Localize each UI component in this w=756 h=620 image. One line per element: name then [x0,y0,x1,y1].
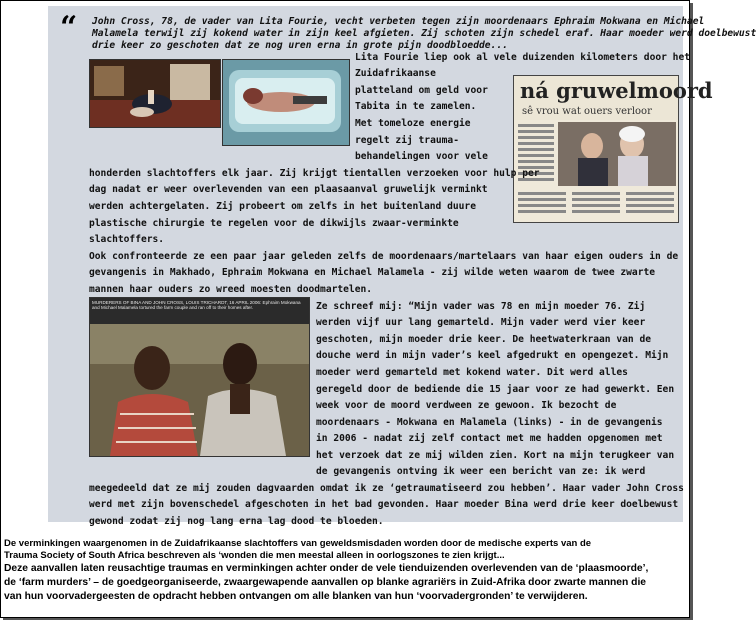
newspaper-subhead: sê vrou wat ouers verloor [522,106,652,117]
body-line: mannen haar ouders zo wreed moesten doodmartelen. [89,284,373,295]
newspaper-headline: ná gruwelmoord [520,78,713,103]
footer-paragraph-line: van hun voorvadergeesten de opdracht hebben ontvangen om alle blanken van hun ‘voorvadergronden’ te verwijderen. [4,591,588,602]
crime-scene-photo [89,59,221,128]
quote-line: de gevangenis ontving ik weer een bericht van ze: ik werd [316,466,646,477]
bathtub-photo [222,59,350,146]
quote-line: werden vijf uur lang gemarteld. Mijn vader werd vier keer [316,317,646,328]
body-line: plastische chirurgie te regelen voor de dikwijls zwaar-verminkte [89,218,459,229]
footer-line: De verminkingen waargenomen in de Zuidafrikaanse slachtoffers van geweldsmisdaden worden door de medische experts van de [4,538,592,549]
quote-line: douche werd in mijn vader’s keel afgedrukt en opengezet. Mijn [316,350,669,361]
body-line: gevangenis in Makhado, Ephraim Mokwana en Michael Malamela - zij wilde weten waarom de twee zwarte [89,267,656,278]
intro-line: drie keer zo geschoten dat ze nog uren erna in grote pijn doodbloedde... [92,40,508,51]
intro-line: Malamela terwijl zij kokend water in zijn keel afgieten. Zij schoten zijn schedel eraf. Haar moeder werd doelbewust [92,28,756,39]
side-line: Zuidafrikaanse [355,68,436,79]
body-line: slachtoffers. [89,234,165,245]
footer-line: Trauma Society of South Africa beschreven als ‘wonden die men meestal alleen in oorlogszones te zien krijgt... [4,550,505,561]
quote-mark-icon: “ [60,10,78,45]
side-line: behandelingen voor vele [355,151,488,162]
quote-line: in 2006 - nadat zij zelf contact met me hadden opgenomen met [316,433,663,444]
footer-paragraph-line: Deze aanvallen laten reusachtige traumas en verminkingen achter onder de vele tienduizenden overlevenden van de ‘plaasmoorde’, [4,563,649,574]
side-line: Tabita in te zamelen. [355,101,477,112]
body-line: dag nadat er weer overlevenden van een plaasaanval gruwelijk verminkt [89,184,488,195]
quote-line: Ze schreef mij: “Mijn vader was 78 en mijn moeder 76. Zij [316,301,646,312]
body-line: Ook confronteerde ze een paar jaar geleden zelfs de moordenaars/martelaars van haar eigen ouders in de [89,251,679,262]
quote-line: moeder werd gemarteld met kokend water. Dit werd alles [316,367,628,378]
photo-caption: MURDERERS OF BINA AND JOHN CROSS, LOUIS TRICHARDT, 16 APRIL 2006: Ephraim Mokwana and Michael Malamela tortured the farm couple and ran off to their homes after. [90,298,309,324]
body-line: honderden slachtoffers elk jaar. Zij krijgt tientallen verzoeken voor hulp per [89,168,540,179]
quote-line: geschoten, mijn moeder drie keer. De heetwaterkraan van de [316,334,652,345]
quote-line: week voor de moord verdween ze gewoon. Ik bezocht de [316,400,617,411]
quote-line: het verzoek dat ze mij wilden zien. Kort na mijn terugkeer van [316,450,675,461]
quote-line: moordenaars - Mokwana en Malamela (links) - in de gevangenis [316,417,663,428]
body-line: meegedeeld dat ze mij zouden dagvaarden omdat ik ze ‘getraumatiseerd zou hebben’. Haar vader John Cross [89,483,684,494]
murderers-photo [89,297,310,457]
intro-line: John Cross, 78, de vader van Lita Fourie, vecht verbeten tegen zijn moordenaars Ephraim Mokwana en Michael [92,16,705,27]
side-line: Lita Fourie liep ook al vele duizenden kilometers door het [355,52,691,63]
body-line: gewond zodat zij nog lang erna lag dood te bloeden. [89,516,384,527]
body-line: werden achtergelaten. Zij probeert om zelfs in het buitenland duure [89,201,476,212]
quote-line: geregeld door de bediende die 15 jaar voor ze had gewerkt. Een [316,384,675,395]
side-line: platteland om geld voor [355,85,488,96]
footer-paragraph-line: de ‘farm murders’ – de goedgeorganiseerde, zwaargewapende aanvallen op blanke agrariërs in Zuid-Afrika door zwarte mannen die [4,577,647,588]
newspaper-clipping [513,75,713,223]
side-line: regelt zij trauma- [355,135,459,146]
side-line: Met tomeloze energie [355,118,471,129]
body-line: werd met zijn bovenschedel afgeschoten in het bad gevonden. Haar moeder Bina werd drie keer doelbewust [89,499,679,510]
